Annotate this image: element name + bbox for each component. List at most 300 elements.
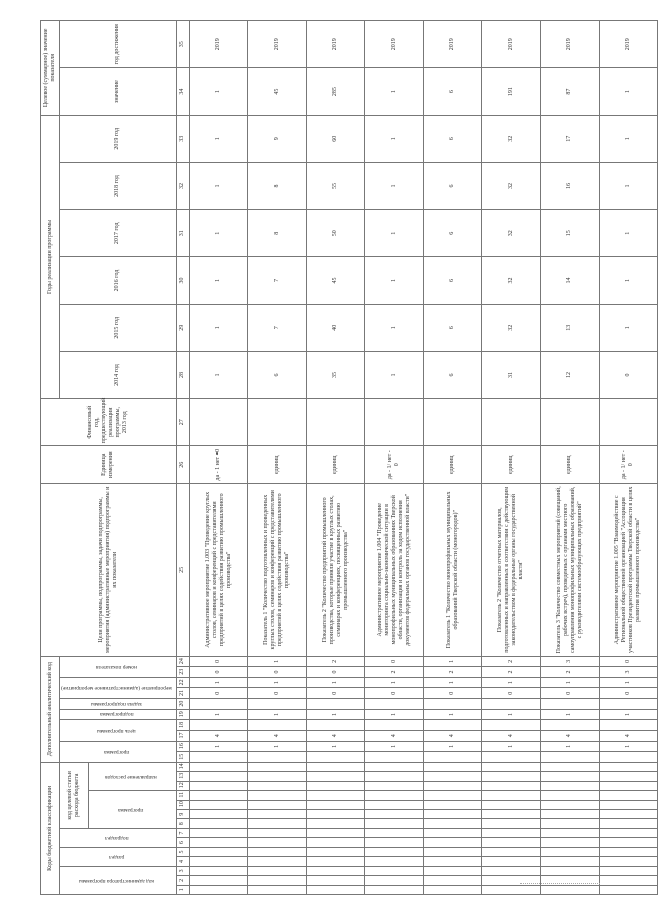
analytic-code-cell: 4 <box>248 730 307 741</box>
target-value-cell: 45 <box>248 68 307 115</box>
budget-code-cell <box>248 885 307 894</box>
analytic-code-cell <box>306 752 365 763</box>
target-value-cell: 6 <box>423 68 482 115</box>
header-prog-col: программа <box>60 741 177 762</box>
goal-description: Административное мероприятие 1.004 "Проведение мониторинга социально-экономической ситуации в монопрофильных муниципальных образованиях Тверской области, организация и контроль за ходом исполнения документов федеральных органов государственной власти" <box>365 484 424 656</box>
budget-code-cell <box>248 791 307 800</box>
year-value-cell: 8 <box>248 162 307 209</box>
header-year-2019: 2019 год <box>60 115 177 162</box>
analytic-code-cell: 1 <box>306 741 365 752</box>
column-number: 15 <box>176 752 189 763</box>
budget-code-cell <box>189 762 248 772</box>
column-number: 16 <box>176 741 189 752</box>
budget-code-cell <box>306 819 365 828</box>
year-value-cell: 7 <box>248 257 307 304</box>
analytic-code-cell: 0 <box>423 688 482 699</box>
column-number: 32 <box>176 162 189 209</box>
analytic-code-cell: 1 <box>599 677 658 688</box>
budget-code-cell <box>423 772 482 781</box>
prev-year-cell <box>248 399 307 446</box>
table-body <box>189 21 657 895</box>
budget-code-cell <box>423 791 482 800</box>
budget-code-cell <box>306 876 365 885</box>
year-value-cell: 50 <box>306 210 365 257</box>
budget-code-cell <box>365 781 424 790</box>
analytic-code-cell <box>541 699 600 710</box>
year-value-cell: 6 <box>423 210 482 257</box>
analytic-code-cell: 1 <box>423 741 482 752</box>
budget-code-cell <box>599 762 658 772</box>
year-value-cell: 1 <box>189 162 248 209</box>
year-value-cell: 1 <box>189 210 248 257</box>
header-year-2015: 2015 год <box>60 304 177 351</box>
header-cel-col: цель программы <box>60 720 177 741</box>
column-number: 6 <box>176 838 189 847</box>
budget-code-cell <box>306 810 365 819</box>
analytic-code-cell: 0 <box>365 656 424 667</box>
year-value-cell: 32 <box>482 115 541 162</box>
budget-code-cell <box>423 847 482 856</box>
header-value: значение <box>60 68 177 115</box>
header-goals: Цели программы, подпрограммы, задачи подпрограммы, мероприятия (административные мероприятия) подпрограммы и их показатели <box>41 484 177 656</box>
year-value-cell: 1 <box>365 257 424 304</box>
year-value-cell: 6 <box>423 351 482 398</box>
budget-code-cell <box>482 857 541 866</box>
analytic-code-cell: 4 <box>306 730 365 741</box>
budget-code-cell <box>423 810 482 819</box>
analytic-code-cell: 1 <box>248 709 307 720</box>
analytic-code-cell: 2 <box>541 667 600 678</box>
budget-code-cell <box>541 847 600 856</box>
header-row-1 <box>41 21 60 895</box>
budget-code-cell <box>248 819 307 828</box>
header-budget-classification: Коды бюджетной классификации <box>41 762 60 894</box>
table-row <box>541 21 600 895</box>
target-value-cell: 1 <box>365 68 424 115</box>
budget-code-cell <box>306 762 365 772</box>
year-value-cell: 9 <box>248 115 307 162</box>
year-value-cell: 1 <box>599 162 658 209</box>
column-number: 10 <box>176 800 189 809</box>
rotated-table-wrapper <box>40 20 642 895</box>
prev-year-cell <box>599 399 658 446</box>
year-value-cell: 1 <box>365 162 424 209</box>
target-year-cell: 2019 <box>248 21 307 68</box>
analytic-code-cell: 2 <box>482 667 541 678</box>
header-year-2017: 2017 год <box>60 210 177 257</box>
goal-description: Показатель 1 "Количество монопрофильных муниципальных образований Тверской области (моногородов)" <box>423 484 482 656</box>
analytic-code-cell: 3 <box>599 667 658 678</box>
year-value-cell: 12 <box>541 351 600 398</box>
budget-code-cell <box>365 876 424 885</box>
header-target-year: год достижения <box>60 21 177 68</box>
unit-cell: да - 1/ нет - 0 <box>365 446 424 484</box>
budget-code-cell <box>248 772 307 781</box>
analytic-code-cell: 0 <box>248 688 307 699</box>
column-number: 1 <box>176 885 189 894</box>
analytic-code-cell <box>248 720 307 731</box>
analytic-code-cell: 1 <box>248 677 307 688</box>
prev-year-cell <box>189 399 248 446</box>
budget-code-cell <box>599 838 658 847</box>
analytic-code-cell: 0 <box>482 688 541 699</box>
budget-code-cell <box>482 772 541 781</box>
budget-code-cell <box>482 828 541 837</box>
column-number: 22 <box>176 677 189 688</box>
analytic-code-cell: 0 <box>599 656 658 667</box>
year-value-cell: 32 <box>482 257 541 304</box>
budget-code-cell <box>541 781 600 790</box>
year-value-cell: 32 <box>482 162 541 209</box>
column-number: 35 <box>176 21 189 68</box>
analytic-code-cell: 0 <box>541 688 600 699</box>
analytic-code-cell <box>248 699 307 710</box>
analytic-code-cell: 0 <box>189 656 248 667</box>
analytic-code-cell <box>365 720 424 731</box>
budget-code-cell <box>599 857 658 866</box>
header-podprog-col: подпрограмма <box>60 709 177 720</box>
year-value-cell: 1 <box>599 115 658 162</box>
target-year-cell: 2019 <box>189 21 248 68</box>
budget-code-cell <box>482 791 541 800</box>
header-podrazdel: подраздел <box>60 828 177 847</box>
analytic-code-cell: 4 <box>482 730 541 741</box>
column-number: 18 <box>176 720 189 731</box>
column-number: 11 <box>176 791 189 800</box>
column-number-row <box>176 21 189 895</box>
budget-code-cell <box>248 810 307 819</box>
budget-code-cell <box>599 866 658 875</box>
year-value-cell: 60 <box>306 115 365 162</box>
budget-code-cell <box>423 819 482 828</box>
column-number: 20 <box>176 699 189 710</box>
analytic-code-cell: 1 <box>599 741 658 752</box>
budget-code-cell <box>482 781 541 790</box>
year-value-cell: 0 <box>599 351 658 398</box>
budget-code-cell <box>248 838 307 847</box>
header-razdel: раздел <box>60 847 177 866</box>
budget-code-cell <box>423 828 482 837</box>
year-value-cell: 1 <box>599 210 658 257</box>
table-row <box>482 21 541 895</box>
budget-code-cell <box>541 857 600 866</box>
analytic-code-cell: 1 <box>541 709 600 720</box>
analytic-code-cell: 2 <box>306 656 365 667</box>
budget-code-cell <box>423 866 482 875</box>
header-admin-code: код администратора программы <box>60 866 177 894</box>
target-year-cell: 2019 <box>365 21 424 68</box>
header-years-group: Годы реализации программы <box>41 115 60 398</box>
budget-code-cell <box>306 847 365 856</box>
header-meropr-col: мероприятие (административное мероприятие) <box>60 677 177 698</box>
program-indicators-table <box>40 20 658 895</box>
year-value-cell: 1 <box>365 304 424 351</box>
year-value-cell: 6 <box>423 162 482 209</box>
budget-code-cell <box>365 772 424 781</box>
year-value-cell: 40 <box>306 304 365 351</box>
analytic-code-cell <box>482 752 541 763</box>
analytic-code-cell: 2 <box>423 667 482 678</box>
unit-cell: да - 1 нет - 0 <box>189 446 248 484</box>
budget-code-cell <box>541 800 600 809</box>
budget-code-cell <box>189 866 248 875</box>
analytic-code-cell: 1 <box>306 709 365 720</box>
analytic-code-cell: 0 <box>306 667 365 678</box>
year-value-cell: 8 <box>248 210 307 257</box>
goal-description: Административное мероприятие 1.003 "Проведение круглых столов, семинаров и конференций с представителями предприятий в целях содействия развитию промышленного производства" <box>189 484 248 656</box>
goal-description: Показатель 1 "Количество подготовленных и проведенных круглых столов, семинаров и конференций с представителями предприятий в целях содействия развитию промышленного производства" <box>248 484 307 656</box>
budget-code-cell <box>423 857 482 866</box>
analytic-code-cell <box>306 699 365 710</box>
budget-code-cell <box>423 800 482 809</box>
unit-cell: единиц <box>248 446 307 484</box>
budget-code-cell <box>482 800 541 809</box>
year-value-cell: 1 <box>365 351 424 398</box>
budget-code-cell <box>306 800 365 809</box>
budget-code-cell <box>189 838 248 847</box>
budget-code-cell <box>306 885 365 894</box>
budget-code-cell <box>365 800 424 809</box>
goal-description: Административное мероприятие 1.005 "Взаимодействие с Региональной общественной организацией "Ассоциация участников Президентской программы Тверской области в целях развития промышленного производства" <box>599 484 658 656</box>
budget-code-cell <box>306 781 365 790</box>
budget-code-cell <box>599 772 658 781</box>
year-value-cell: 1 <box>189 351 248 398</box>
analytic-code-cell: 0 <box>306 688 365 699</box>
header-napravlenie: направление расходов <box>88 762 176 790</box>
target-year-cell: 2019 <box>541 21 600 68</box>
year-value-cell: 1 <box>189 257 248 304</box>
target-value-cell: 1 <box>599 68 658 115</box>
scan-edge-mark <box>520 883 600 885</box>
analytic-code-cell: 1 <box>423 677 482 688</box>
target-value-cell: 1 <box>189 68 248 115</box>
year-value-cell: 55 <box>306 162 365 209</box>
column-number: 21 <box>176 688 189 699</box>
table-row <box>189 21 248 895</box>
budget-code-cell <box>599 828 658 837</box>
budget-code-cell <box>541 819 600 828</box>
budget-code-cell <box>541 772 600 781</box>
analytic-code-cell: 4 <box>189 730 248 741</box>
column-number: 33 <box>176 115 189 162</box>
analytic-code-cell <box>482 699 541 710</box>
budget-code-cell <box>599 819 658 828</box>
target-year-cell: 2019 <box>306 21 365 68</box>
table-row <box>423 21 482 895</box>
column-number: 17 <box>176 730 189 741</box>
year-value-cell: 1 <box>365 210 424 257</box>
analytic-code-cell <box>365 699 424 710</box>
analytic-code-cell <box>365 752 424 763</box>
analytic-code-cell: 4 <box>599 730 658 741</box>
year-value-cell: 32 <box>482 304 541 351</box>
budget-code-cell <box>423 876 482 885</box>
analytic-code-cell <box>599 720 658 731</box>
budget-code-cell <box>306 857 365 866</box>
table-row <box>248 21 307 895</box>
header-unit: Единица измерения <box>41 446 177 484</box>
budget-code-cell <box>541 866 600 875</box>
budget-code-cell <box>482 885 541 894</box>
column-number: 8 <box>176 819 189 828</box>
year-value-cell: 15 <box>541 210 600 257</box>
column-number: 3 <box>176 866 189 875</box>
budget-code-cell <box>599 781 658 790</box>
unit-cell: единиц <box>306 446 365 484</box>
goal-description: Показатель 2 "Количество предприятий промышленного производства, которые приняли участие в круглых столах, семинарах и конференциях, посвященных развитию промышленного производства" <box>306 484 365 656</box>
budget-code-cell <box>365 791 424 800</box>
analytic-code-cell: 1 <box>423 656 482 667</box>
table-row <box>599 21 658 895</box>
analytic-code-cell: 1 <box>423 709 482 720</box>
year-value-cell: 32 <box>482 210 541 257</box>
column-number: 30 <box>176 257 189 304</box>
unit-cell: единиц <box>423 446 482 484</box>
column-number: 5 <box>176 847 189 856</box>
analytic-code-cell <box>189 720 248 731</box>
budget-code-cell <box>189 772 248 781</box>
budget-code-cell <box>306 828 365 837</box>
budget-code-cell <box>306 838 365 847</box>
analytic-code-cell <box>599 752 658 763</box>
budget-code-cell <box>365 819 424 828</box>
budget-code-cell <box>189 828 248 837</box>
budget-code-cell <box>189 847 248 856</box>
prev-year-cell <box>423 399 482 446</box>
column-number: 13 <box>176 772 189 781</box>
analytic-code-cell <box>248 752 307 763</box>
budget-code-cell <box>189 800 248 809</box>
year-value-cell: 6 <box>423 257 482 304</box>
budget-code-cell <box>248 857 307 866</box>
budget-code-cell <box>482 810 541 819</box>
target-year-cell: 2019 <box>482 21 541 68</box>
analytic-code-cell: 1 <box>541 677 600 688</box>
analytic-code-cell: 2 <box>482 656 541 667</box>
column-number: 24 <box>176 656 189 667</box>
column-number: 31 <box>176 210 189 257</box>
budget-code-cell <box>482 866 541 875</box>
goal-description: Показатель 2 "Количество отчетных материалов, подготовленных и направленных в соответствии с действующим законодательством в федеральные органы государственной власти" <box>482 484 541 656</box>
budget-code-cell <box>189 819 248 828</box>
year-value-cell: 1 <box>599 257 658 304</box>
budget-code-cell <box>248 876 307 885</box>
column-number: 9 <box>176 810 189 819</box>
analytic-code-cell <box>423 720 482 731</box>
header-nomer-col: номер показателя <box>60 656 177 677</box>
analytic-code-cell: 3 <box>541 656 600 667</box>
column-number: 34 <box>176 68 189 115</box>
analytic-code-cell: 0 <box>189 667 248 678</box>
column-number: 29 <box>176 304 189 351</box>
goal-description: Показатель 3 "Количество совместных мероприятий (совещаний, рабочих встреч), проведенных с органами местного самоуправления монопрофильных муниципальных образований, с руководителями системообразующих предприятий" <box>541 484 600 656</box>
analytic-code-cell <box>541 752 600 763</box>
budget-code-cell <box>541 810 600 819</box>
analytic-code-cell: 1 <box>541 741 600 752</box>
year-value-cell: 35 <box>306 351 365 398</box>
budget-code-cell <box>365 828 424 837</box>
analytic-code-cell <box>541 720 600 731</box>
analytic-code-cell: 1 <box>482 741 541 752</box>
year-value-cell: 6 <box>248 351 307 398</box>
unit-cell: единиц <box>482 446 541 484</box>
year-value-cell: 7 <box>248 304 307 351</box>
analytic-code-cell: 1 <box>482 709 541 720</box>
analytic-code-cell <box>423 699 482 710</box>
budget-code-cell <box>365 847 424 856</box>
budget-code-cell <box>189 791 248 800</box>
budget-code-cell <box>482 838 541 847</box>
column-number: 26 <box>176 446 189 484</box>
analytic-code-cell: 0 <box>248 667 307 678</box>
analytic-code-cell: 0 <box>189 688 248 699</box>
column-number: 12 <box>176 781 189 790</box>
analytic-code-cell <box>189 699 248 710</box>
year-value-cell: 1 <box>189 115 248 162</box>
unit-cell: единиц <box>541 446 600 484</box>
analytic-code-cell: 1 <box>306 677 365 688</box>
year-value-cell: 6 <box>423 304 482 351</box>
budget-code-cell <box>599 791 658 800</box>
budget-code-cell <box>248 828 307 837</box>
analytic-code-cell: 1 <box>482 677 541 688</box>
budget-code-cell <box>423 885 482 894</box>
budget-code-cell <box>423 781 482 790</box>
analytic-code-cell: 1 <box>189 709 248 720</box>
budget-code-cell <box>541 838 600 847</box>
budget-code-cell <box>423 838 482 847</box>
column-number: 7 <box>176 828 189 837</box>
year-value-cell: 1 <box>599 304 658 351</box>
budget-code-cell <box>599 876 658 885</box>
table-row <box>306 21 365 895</box>
prev-year-cell <box>306 399 365 446</box>
analytic-code-cell: 1 <box>248 741 307 752</box>
analytic-code-cell: 1 <box>189 677 248 688</box>
analytic-code-cell: 1 <box>365 709 424 720</box>
analytic-code-cell: 1 <box>599 709 658 720</box>
budget-code-cell <box>541 828 600 837</box>
analytic-code-cell <box>306 720 365 731</box>
budget-code-cell <box>189 781 248 790</box>
analytic-code-cell: 1 <box>365 677 424 688</box>
year-value-cell: 31 <box>482 351 541 398</box>
budget-code-cell <box>482 819 541 828</box>
analytic-code-cell: 4 <box>541 730 600 741</box>
budget-code-cell <box>482 762 541 772</box>
budget-code-cell <box>248 781 307 790</box>
analytic-code-cell: 2 <box>365 667 424 678</box>
analytic-code-cell: 4 <box>365 730 424 741</box>
target-value-cell: 191 <box>482 68 541 115</box>
header-year-2018: 2018 год <box>60 162 177 209</box>
budget-code-cell <box>189 857 248 866</box>
header-target-group: Целевое (суммарное) значение показателя <box>41 21 60 116</box>
budget-code-cell <box>541 791 600 800</box>
analytic-code-cell: 0 <box>365 688 424 699</box>
budget-code-cell <box>189 876 248 885</box>
prev-year-cell <box>482 399 541 446</box>
budget-code-cell <box>365 762 424 772</box>
analytic-code-cell: 1 <box>189 741 248 752</box>
year-value-cell: 1 <box>365 115 424 162</box>
header-year-2016: 2016 год <box>60 257 177 304</box>
budget-code-cell <box>541 885 600 894</box>
budget-code-cell <box>365 885 424 894</box>
budget-code-cell <box>365 810 424 819</box>
year-value-cell: 13 <box>541 304 600 351</box>
column-number: 25 <box>176 484 189 656</box>
